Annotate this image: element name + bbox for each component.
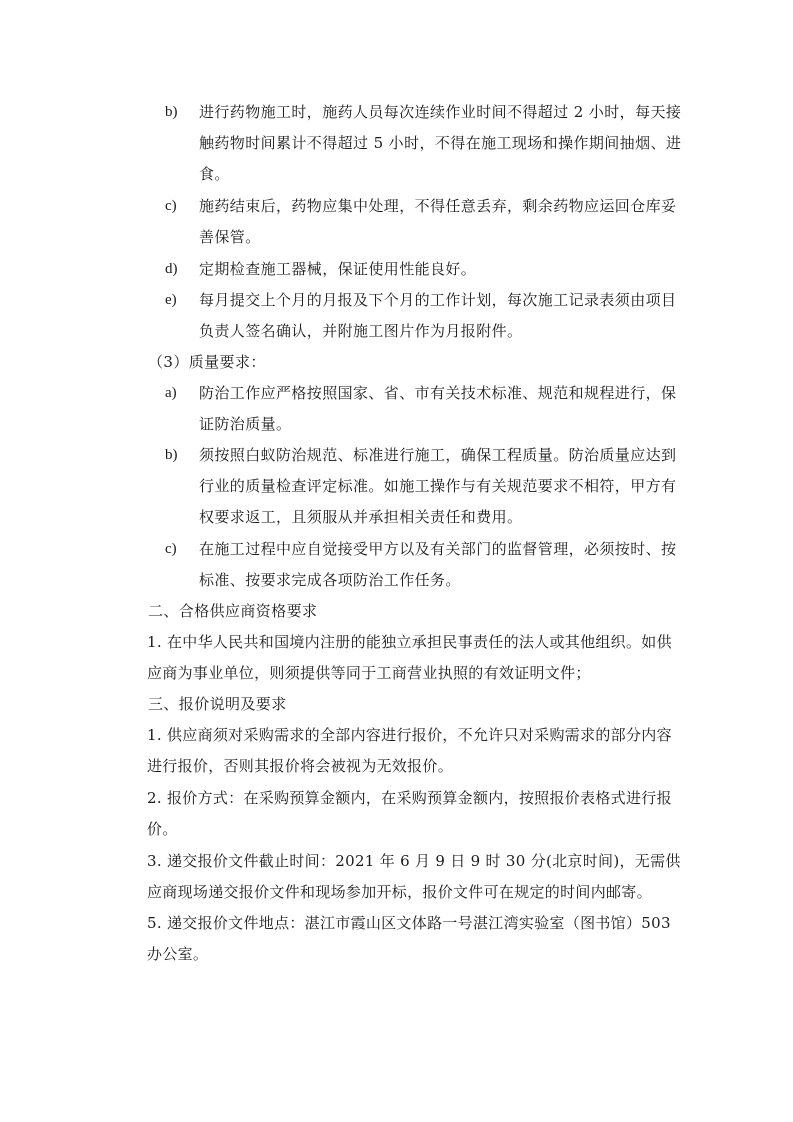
quality-heading: （3）质量要求： <box>148 353 266 371</box>
paragraph-text: 1. 供应商须对采购需求的全部内容进行报价，不允许只对采购需求的部分内容进行报价，否则其报价将会被视为无效报价。 <box>147 726 672 775</box>
list-item-text: 进行药物施工时，施药人员每次连续作业时间不得超过 2 小时，每天接触药物时间累计不得超过 5 小时，不得在施工现场和操作期间抽烟、进食。 <box>199 103 682 183</box>
paragraph <box>116 627 686 689</box>
paragraph <box>116 908 686 970</box>
list-item-b <box>165 97 685 190</box>
paragraph-text: 1. 在中华人民共和国境内注册的能独立承担民事责任的法人或其他组织。如供应商为事业单位，则须提供等同于工商营业执照的有效证明文件； <box>147 633 672 682</box>
list-item-label: e) <box>165 292 177 308</box>
list-item-label: c) <box>165 198 177 214</box>
list-item-text: 在施工过程中应自觉接受甲方以及有关部门的监督管理，必须按时、按标准、按要求完成各项防治工作任务。 <box>199 540 677 589</box>
list-item-text: 防治工作应严格按照国家、省、市有关技术标准、规范和规程进行，保证防治质量。 <box>199 384 677 433</box>
list-item-label: b) <box>165 104 178 120</box>
list-item-label: b) <box>165 447 178 463</box>
list-item-label: d) <box>165 261 178 277</box>
paragraph <box>116 783 686 845</box>
section-heading-qualification: 二、合格供应商资格要求 <box>148 602 318 620</box>
paragraph-text: 2. 报价方式：在采购预算金额内，在采购预算金额内，按照报价表格式进行报价。 <box>147 789 672 838</box>
list-item-text: 施药结束后，药物应集中处理，不得任意丢弃，剩余药物应运回仓库妥善保管。 <box>199 197 677 246</box>
list-item-label: c) <box>165 541 177 557</box>
paragraph-text: 5. 递交报价文件地点：湛江市霞山区文体路一号湛江湾实验室（图书馆）503 办公室。 <box>147 914 671 963</box>
quality-item-b <box>165 440 685 533</box>
list-item-c <box>165 191 685 253</box>
list-item-text: 定期检查施工器械，保证使用性能良好。 <box>199 260 477 278</box>
paragraph-text: 3. 递交报价文件截止时间：2021 年 6 月 9 日 9 时 30 分(北京时间)，无需供应商现场递交报价文件和现场参加开标，报价文件可在规定的时间内邮寄。 <box>147 852 681 901</box>
list-item-e <box>165 285 685 347</box>
list-item-d <box>165 254 685 285</box>
list-item-text: 须按照白蚁防治规范、标准进行施工，确保工程质量。防治质量应达到行业的质量检查评定标准。如施工操作与有关规范要求不相符，甲方有权要求返工，且须服从并承担相关责任和费用。 <box>199 446 677 526</box>
paragraph <box>116 846 686 908</box>
list-item-label: a) <box>165 385 177 401</box>
paragraph <box>116 720 686 782</box>
list-item-text: 每月提交上个月的月报及下个月的工作计划，每次施工记录表须由项目负责人签名确认，并附施工图片作为月报附件。 <box>199 291 677 340</box>
quality-item-c <box>165 534 685 596</box>
section-heading-quotation: 三、报价说明及要求 <box>148 695 287 713</box>
quality-item-a <box>165 378 685 440</box>
